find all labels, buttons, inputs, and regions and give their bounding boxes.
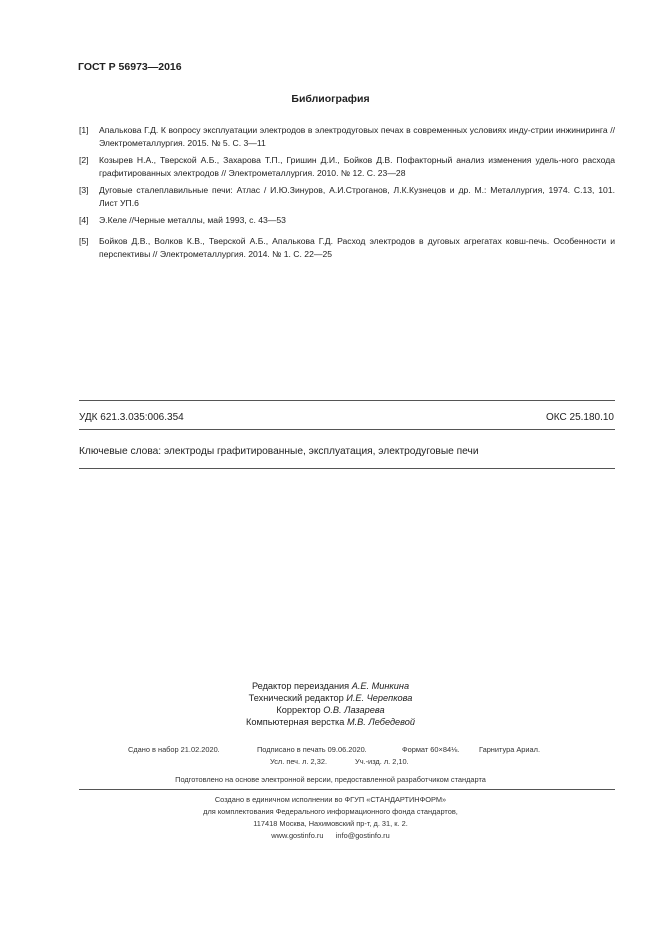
entry-number: [5]	[79, 236, 89, 246]
entry-text: Козырев Н.А., Тверской А.Б., Захарова Т.П., Гришин Д.И., Бойков Д.В. Пофакторный анализ изменения удель-ного расхода графитированных электродов // Электрометаллургия. 2010. № 12. С. 23—28	[99, 155, 615, 178]
bibliography-entry	[79, 235, 615, 260]
typeface: Гарнитура Ариал.	[479, 745, 541, 754]
email-link[interactable]: info@gostinfo.ru	[335, 831, 390, 840]
entry-number: [2]	[79, 155, 89, 165]
bibliography-entry	[79, 214, 615, 227]
credit-person: И.Е. Черепкова	[346, 693, 413, 703]
publisher-sheets: Уч.-изд. л. 2,10.	[355, 757, 409, 766]
imprint-divider	[79, 789, 615, 790]
bibliography-heading: Библиография	[291, 93, 370, 105]
paper-format: Формат 60×84⅛.	[402, 745, 460, 754]
credit-line	[0, 704, 661, 716]
credit-person: О.В. Лазарева	[323, 705, 385, 715]
publisher-line: 117418 Москва, Нахимовский пр-т, д. 31, к. 2.	[253, 819, 408, 828]
credit-line	[0, 680, 661, 692]
credit-line	[0, 716, 661, 728]
bibliography-entry	[79, 184, 615, 209]
credit-role: Корректор	[276, 705, 324, 715]
entry-text: Дуговые сталеплавильные печи: Атлас / И.Ю.Зинуров, А.И.Строганов, Л.К.Кузнецов и др. М.: Металлургия, 1974. С.13, 101. Лист УП.6	[99, 185, 615, 208]
website-link[interactable]: www.gostinfo.ru	[271, 831, 324, 840]
print-sheets: Усл. печ. л. 2,32.	[270, 757, 327, 766]
publisher-line: Создано в единичном исполнении во ФГУП «СТАНДАРТИНФОРМ»	[214, 795, 447, 804]
credit-person: А.Е. Минкина	[351, 681, 410, 691]
entry-number: [4]	[79, 215, 89, 225]
credit-role: Редактор переиздания	[251, 681, 352, 691]
credit-line	[0, 692, 661, 704]
credit-role: Компьютерная верстка	[246, 717, 347, 727]
document-code: ГОСТ Р 56973—2016	[78, 61, 182, 73]
entry-number: [1]	[79, 125, 89, 135]
udc-code: УДК 621.3.035:006.354	[79, 412, 184, 423]
publisher-line: для комплектования Федерального информационного фонда стандартов,	[203, 807, 458, 816]
signed-to-print-date: Подписано в печать 09.06.2020.	[257, 745, 367, 754]
oks-code: ОКС 25.180.10	[546, 412, 614, 423]
sent-to-set-date: Сдано в набор 21.02.2020.	[128, 745, 220, 754]
divider-top	[79, 400, 615, 401]
divider-middle	[79, 429, 615, 430]
bibliography-entry	[79, 154, 615, 179]
entry-text: Э.Келе //Черные металлы, май 1993, с. 43—53	[99, 215, 286, 225]
divider-bottom	[79, 468, 615, 469]
publisher-contacts	[0, 831, 661, 840]
keywords: Ключевые слова: электроды графитированные, эксплуатация, электродуговые печи	[79, 446, 479, 457]
entry-text: Бойков Д.В., Волков К.В., Тверской А.Б., Апалькова Г.Д. Расход электродов в дуговых агрегатах ковш-печь. Особенности и перспективы // Электрометаллургия. 2014. № 1. С. 22—25	[99, 236, 615, 259]
credit-person: М.В. Лебедевой	[346, 717, 415, 727]
prepared-note: Подготовлено на основе электронной версии, предоставленной разработчиком стандарта	[175, 775, 486, 784]
bibliography-entry	[79, 124, 615, 149]
credit-role: Технический редактор	[248, 693, 347, 703]
entry-number: [3]	[79, 185, 89, 195]
entry-text: Апалькова Г.Д. К вопросу эксплуатации электродов в электродуговых печах в современных условиях инду-стрии инжиниринга // Электрометаллургия. 2015. № 5. С. 3—11	[99, 125, 615, 148]
